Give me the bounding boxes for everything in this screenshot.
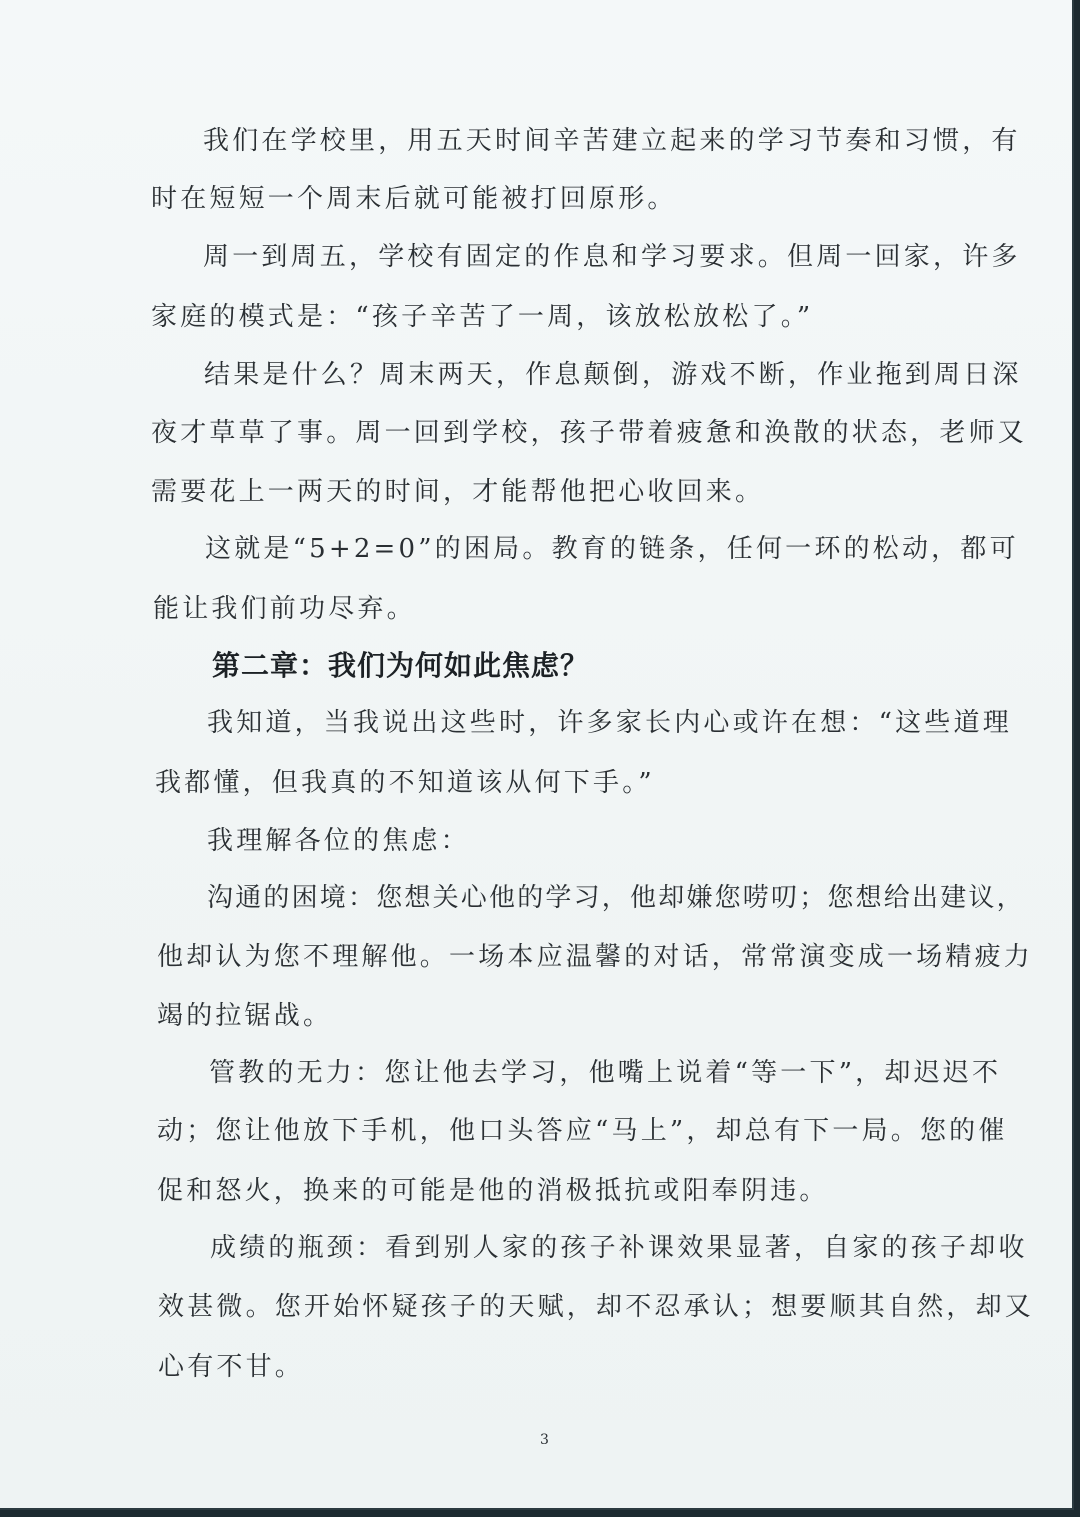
paragraph-5-line-2: 我都懂，但我真的不知道该从何下手。” bbox=[155, 768, 655, 798]
paragraph-8-line-1: 管教的无力：您让他去学习，他嘴上说着“等一下”，却迟迟不 bbox=[209, 1058, 1002, 1088]
paragraph-7-line-3: 竭的拉锯战。 bbox=[157, 1001, 333, 1031]
paragraph-7-line-2: 他却认为您不理解他。一场本应温馨的对话，常常演变成一场精疲力 bbox=[157, 942, 1034, 972]
paragraph-2-line-1: 周一到周五，学校有固定的作息和学习要求。但周一回家，许多 bbox=[203, 242, 1021, 272]
scan-shadow-right bbox=[1074, 0, 1080, 1517]
paragraph-1-line-2: 时在短短一个周末后就可能被打回原形。 bbox=[151, 184, 677, 214]
paragraph-4-line-1: 这就是“5+2=0”的困局。教育的链条，任何一环的松动，都可 bbox=[205, 534, 1019, 564]
paragraph-3-line-1: 结果是什么？周末两天，作息颠倒，游戏不断，作业拖到周日深 bbox=[204, 360, 1022, 390]
chapter-heading: 第二章：我们为何如此焦虑？ bbox=[212, 649, 590, 682]
paragraph-9-line-1: 成绩的瓶颈：看到别人家的孩子补课效果显著，自家的孩子却收 bbox=[210, 1233, 1028, 1263]
page-number: 3 bbox=[540, 1432, 549, 1448]
paragraph-5-line-1: 我知道，当我说出这些时，许多家长内心或许在想：“这些道理 bbox=[207, 708, 1012, 738]
scan-shadow-bottom bbox=[0, 1510, 1080, 1517]
paragraph-9-line-2: 效甚微。您开始怀疑孩子的天赋，却不忍承认；想要顺其自然，却又 bbox=[158, 1292, 1035, 1322]
paragraph-8-line-3: 促和怒火，换来的可能是他的消极抵抗或阳奉阴违。 bbox=[157, 1176, 829, 1206]
paragraph-3-line-3: 需要花上一两天的时间，才能帮他把心收回来。 bbox=[151, 477, 765, 507]
paragraph-3-line-2: 夜才草草了事。周一回到学校，孩子带着疲惫和涣散的状态，老师又 bbox=[151, 418, 1028, 448]
paragraph-7-line-1: 沟通的困境：您想关心他的学习，他却嫌您唠叨；您想给出建议， bbox=[207, 883, 1025, 913]
paragraph-1-line-1: 我们在学校里，用五天时间辛苦建立起来的学习节奏和习惯，有 bbox=[203, 126, 1021, 156]
paragraph-8-line-2: 动；您让他放下手机，他口头答应“马上”，却总有下一局。您的催 bbox=[157, 1116, 1008, 1146]
paragraph-2-line-2: 家庭的模式是：“孩子辛苦了一周，该放松放松了。” bbox=[151, 302, 814, 332]
paragraph-4-line-2: 能让我们前功尽弃。 bbox=[153, 594, 416, 624]
paragraph-9-line-3: 心有不甘。 bbox=[158, 1352, 305, 1382]
paragraph-6-line-1: 我理解各位的焦虑： bbox=[207, 826, 470, 856]
